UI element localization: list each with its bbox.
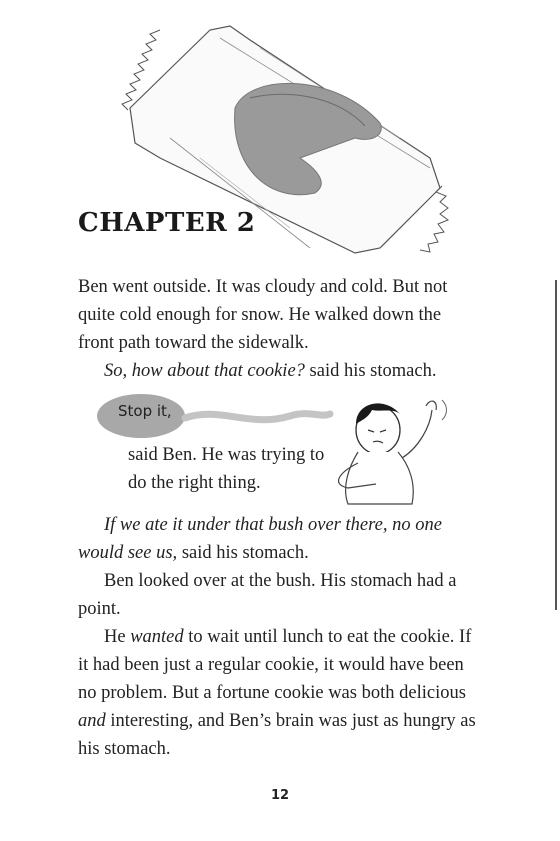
emphasis-wanted: wanted <box>130 627 184 647</box>
chapter-title: CHAPTER 2 <box>78 208 256 238</box>
side-paragraph: said Ben. He was trying to do the right thing. <box>128 445 325 493</box>
emphasis-and: and <box>78 711 106 731</box>
page-edge-line <box>555 280 557 610</box>
paragraph-5-a: He <box>104 627 131 647</box>
page-number: 12 <box>270 788 290 803</box>
stomach-speech: So, how about that cookie? <box>104 361 305 381</box>
paragraph-5 <box>78 623 478 763</box>
paragraph-2 <box>78 357 478 385</box>
paragraph-1: Ben went outside. It was cloudy and cold. But not quite cold enough for snow. He walked down the front path toward the sidewalk. <box>78 277 448 353</box>
paragraph-5-b: to wait until lunch to eat the cookie. If it had been just a regular cookie, it would have been no problem. But a fortune cookie was both delicious <box>78 627 472 703</box>
paragraph-3-rest: said his stomach. <box>177 543 309 563</box>
paragraph-2-rest: said his stomach. <box>304 361 437 381</box>
stomach-speech-2: If we ate it under that bush over there, no one would see us, <box>78 515 442 563</box>
paragraph-3 <box>78 511 478 567</box>
paragraph-4: Ben looked over at the bush. His stomach had a point. <box>78 571 457 619</box>
paragraph-5-c: interesting, and Ben’s brain was just as hungry as his stomach. <box>78 711 476 759</box>
speech-bubble-text: Stop it, <box>118 402 172 420</box>
